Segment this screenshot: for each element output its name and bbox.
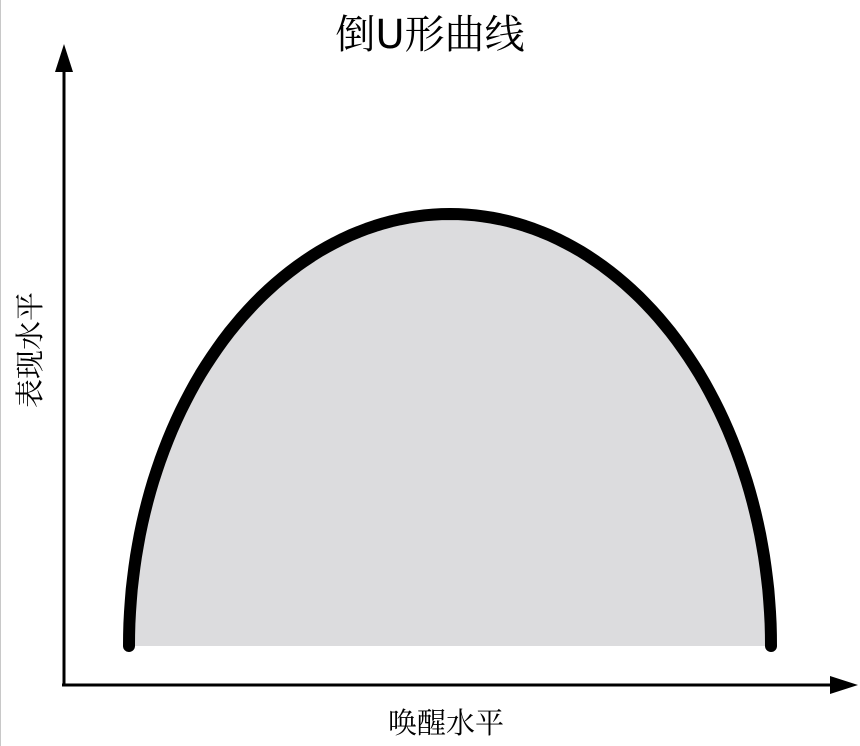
x-axis-arrowhead [830, 676, 858, 694]
x-axis-label: 唤醒水平 [387, 706, 505, 740]
y-axis-arrowhead [55, 44, 73, 72]
area-under-curve [129, 214, 771, 646]
chart-title: 倒U形曲线 [335, 12, 525, 58]
y-axis-label: 表现水平 [13, 291, 47, 409]
